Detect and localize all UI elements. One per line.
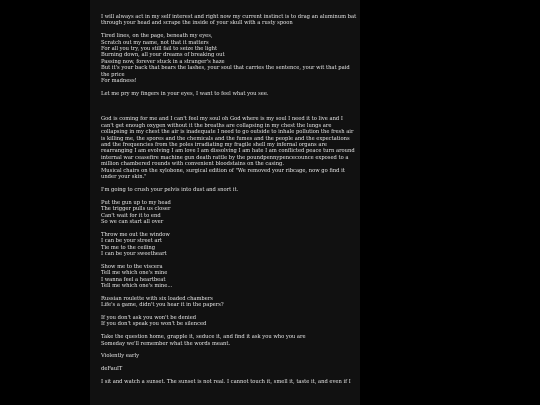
text-paragraph (101, 366, 357, 372)
text-paragraph (101, 33, 357, 84)
text-line: deFaulT (101, 366, 123, 373)
text-line: God is coming for me and I can't feel my soul oh God where is my soul I need it to live and I can't get enough oxygen without it the breaths are collapsing in my chest the lungs are collapsing in my chest the air is inadequate I need to go outside to inhale pollution the fresh air is killing me, the spores and the chemicals and the fumes and the people and the expectations and the frequencies from the poles irradiating my fragile shell my infernal organs are rearranging I am evolving I am love I am dissolving I am hate I am conflicted peace turn around internal war ceasefire machine gun death rattle by the poundpennypencecounce exposed to a million chambered rounds with convenient bloodstains on the casing. (101, 116, 355, 168)
text-line: Musical chairs on the xylobone, surgical edition of "We removed your ribcage, now go find it under your skin." (101, 167, 345, 181)
text-line: Let me pry my fingers in your eyes, I want to feel what you see. (101, 90, 269, 97)
text-line: Take the question home, grapple it, seduce it, and find it ask you who you are (101, 334, 306, 341)
text-line: I sit and watch a sunset. The sunset is not real. I cannot touch it, smell it, taste it, and even if I (101, 378, 351, 385)
text-paragraph (101, 14, 357, 27)
text-line: I will always act in my self interest and right now my current instinct is to drag an aluminum bat through your head and scrape the inside of your skull with a rusty spoon (101, 14, 357, 27)
text-line: Scratch out my name, not that it matters (101, 39, 209, 46)
text-paragraph (101, 353, 357, 359)
text-paragraph (101, 264, 357, 290)
text-paragraph (101, 296, 357, 309)
text-line: So we can start all over (101, 218, 164, 225)
text-paragraph (101, 91, 357, 97)
text-paragraph (101, 315, 357, 328)
text-line: I can be your street art (101, 238, 163, 245)
text-line: Put the gun up to my head (101, 199, 171, 206)
text-line: Burning down, all your dreams of breaking out (101, 52, 225, 59)
text-line: Russian roulette with six loaded chambers (101, 295, 213, 302)
text-line: Tell me which one's mine... (101, 282, 173, 289)
text-line: For madness! (101, 78, 137, 85)
text-paragraph (101, 334, 357, 347)
text-line: Can't wait for it to end (101, 212, 161, 219)
text-line: If you don't speak you won't be silenced (101, 321, 207, 328)
text-line: Tie me to the ceiling (101, 244, 156, 251)
text-paragraph (101, 116, 357, 180)
text-line: Tired lines, on the page, beneath my eyes, (101, 33, 213, 40)
text-line: I can be your sweetheart (101, 250, 167, 257)
text-line: The trigger pulls us closer (101, 206, 171, 213)
text-paragraph (101, 232, 357, 258)
document-page (90, 0, 360, 405)
text-paragraph (101, 379, 357, 385)
text-paragraph (101, 187, 357, 193)
text-line: Someday we'll remember what the words meant. (101, 340, 231, 347)
text-line: If you don't ask you won't be denied (101, 314, 197, 321)
text-line: Life's a game, didn't you hear it in the papers? (101, 302, 224, 309)
text-paragraph (101, 200, 357, 226)
text-line: Violently early (101, 353, 140, 360)
text-line: For all you try, you still fail to seize the light (101, 46, 218, 53)
text-line: I wanna feel a heartbeat (101, 276, 166, 283)
text-line: Tell me which one's mine (101, 270, 168, 277)
document-body (101, 14, 357, 392)
text-line: Passing now, forever stuck in a stranger's haze (101, 58, 225, 65)
text-line: Throw me out the window (101, 231, 170, 238)
text-line: Show me to the viscera (101, 263, 163, 270)
text-line: I'm going to crush your pelvis into dust and snort it. (101, 186, 239, 193)
section-spacer (101, 104, 357, 117)
text-line: But it's your back that bears the lashes, your soul that carries the sentence, your wit that paid the price (101, 65, 350, 78)
